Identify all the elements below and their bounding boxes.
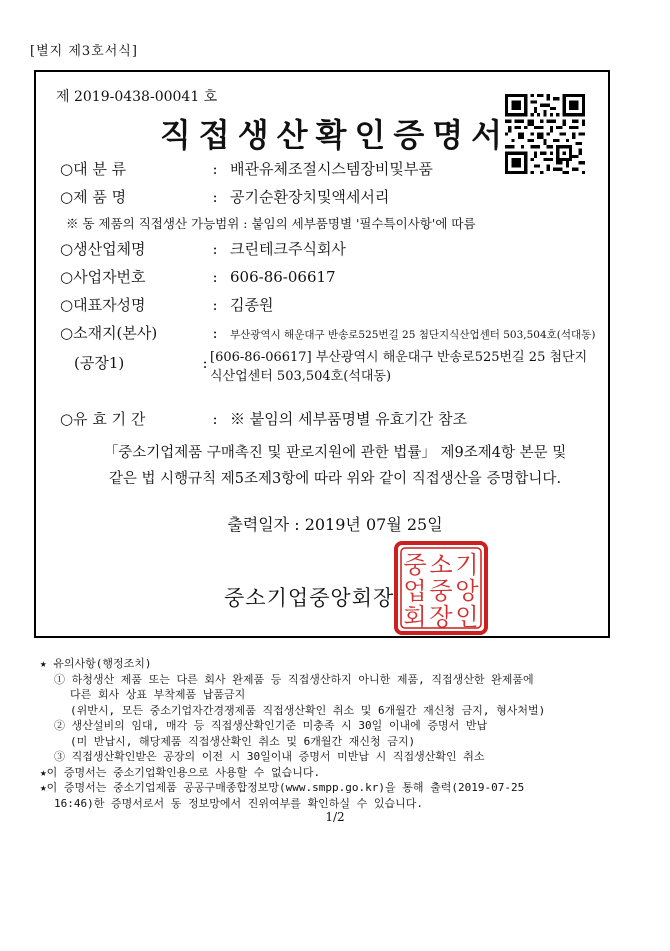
colon: : <box>212 160 218 178</box>
colon: : <box>212 188 218 206</box>
validity-value: ※ 붙임의 세부품명별 유효기간 참조 <box>230 410 467 428</box>
field-factory-label <box>74 352 210 373</box>
notes-section <box>40 656 640 811</box>
certificate-title: 직접생산확인증명서 <box>159 116 511 154</box>
address-value: 부산광역시 해운대구 반송로525번길 25 첨단지식산업센터 503,504호(석대동) <box>230 329 596 341</box>
note-item: 16:46)한 증명서로서 동 정보망에서 진위여부를 확인하실 수 있습니다. <box>54 796 423 810</box>
note-item: ① 하청생산 제품 또는 다른 회사 완제품 등 직접생산하지 아니한 제품, 직접생산한 완제품에 <box>54 672 534 686</box>
official-seal-icon <box>393 540 489 636</box>
form-tag: [별지 제3호서식] <box>30 44 138 59</box>
field-ceo <box>60 294 273 315</box>
svg-text:앙: 앙 <box>455 577 479 605</box>
ceo-value: 김종원 <box>230 296 274 314</box>
note-item: ③ 직접생산확인받은 공장의 이전 시 30일이내 증명서 미반납 시 직접생산확인 취소 <box>54 750 485 763</box>
category-value: 배관유체조절시스템장비및부품 <box>230 160 433 178</box>
note-item: ★이 증명서는 중소기업제품 공공구매종합정보망(www.smpp.go.kr)을 통해 출력(2019-07-25 <box>40 781 525 794</box>
page-number: 1/2 <box>325 810 345 824</box>
field-bizno <box>60 266 336 287</box>
field-validity <box>60 408 467 429</box>
colon: : <box>202 354 208 372</box>
svg-text:업: 업 <box>403 577 427 605</box>
factory-value: [606-86-06617] 부산광역시 해운대구 반송로525번길 25 첨단지식산업센터 503,504호(석대동) <box>210 350 588 384</box>
note-item: (미 반납시, 해당제품 직접생산확인 취소 및 6개월간 재신청 금지) <box>70 734 416 748</box>
category-label: ○대 분 류 <box>60 160 127 178</box>
address-label: ○소재지(본사) <box>60 324 158 342</box>
colon: : <box>212 268 218 286</box>
company-label: ○생산업체명 <box>60 240 146 258</box>
bizno-label: ○사업자번호 <box>60 268 146 286</box>
field-product <box>60 186 389 207</box>
svg-text:기: 기 <box>455 551 479 579</box>
statement-line-2: 같은 법 시행규칙 제5조제3항에 따라 위와 같이 직접생산을 증명합니다. <box>108 471 562 487</box>
note-item: ② 생산설비의 임대, 매각 등 직접생산확인기준 미충족 시 30일 이내에 증명서 반납 <box>54 719 488 732</box>
field-category <box>60 158 433 179</box>
bizno-value: 606-86-06617 <box>230 268 336 286</box>
product-value: 공기순환장치및액세서리 <box>230 188 390 206</box>
scope-note: ※ 동 제품의 직접생산 가능범위 : 붙임의 세부품명별 '필수특이사항'에 따름 <box>66 216 476 231</box>
svg-text:중: 중 <box>429 577 453 605</box>
statement-line-1: 「중소기업제품 구매촉진 및 판로지원에 관한 법률」 제9조제4항 본문 및 <box>103 445 567 461</box>
product-label: ○제 품 명 <box>60 188 127 206</box>
factory-label: (공장1) <box>74 354 125 372</box>
output-date: 출력일자 : 2019년 07월 25일 <box>227 515 443 534</box>
notes-heading: ★ 유의사항(행정조치) <box>40 657 152 670</box>
colon: : <box>212 324 218 342</box>
note-item: 다른 회사 상표 부착제품 납품금지 <box>70 688 246 701</box>
note-item: ★이 증명서는 중소기업확인용으로 사용할 수 없습니다. <box>40 765 321 779</box>
svg-text:인: 인 <box>455 603 479 631</box>
field-company <box>60 238 346 259</box>
note-item: (위반시, 모든 중소기업자간경쟁제품 직접생산확인 취소 및 6개월간 재신청 금지, 형사처벌) <box>70 703 546 717</box>
colon: : <box>212 410 218 428</box>
field-address <box>60 322 595 343</box>
colon: : <box>212 296 218 314</box>
ceo-label: ○대표자성명 <box>60 296 146 314</box>
colon: : <box>212 240 218 258</box>
company-value: 크린테크주식회사 <box>230 240 346 258</box>
svg-text:회: 회 <box>403 603 427 631</box>
svg-text:소: 소 <box>429 551 453 579</box>
issuer-name: 중소기업중앙회장 <box>224 586 395 610</box>
svg-text:장: 장 <box>429 603 453 631</box>
validity-label: ○유 효 기 간 <box>60 410 146 428</box>
svg-text:중: 중 <box>403 551 427 579</box>
certificate-number: 제 2019-0438-00041 호 <box>56 89 218 105</box>
